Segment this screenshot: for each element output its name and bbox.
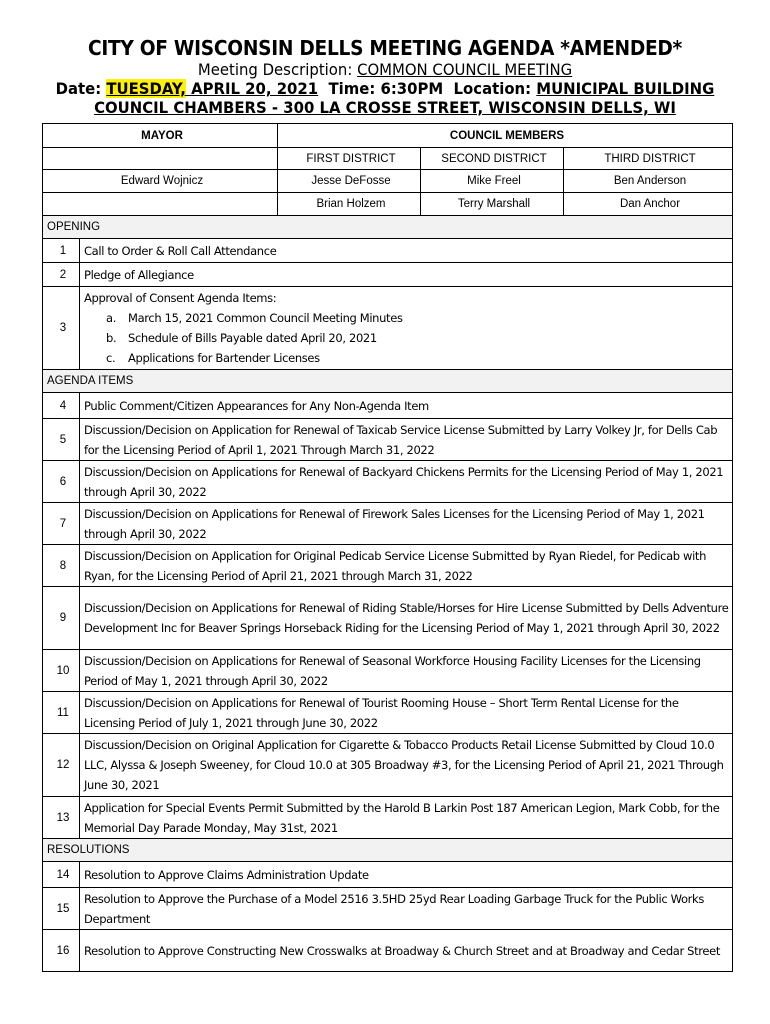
table-row <box>43 263 733 287</box>
council-member: Jesse DeFosse <box>278 170 421 193</box>
item-text: Public Comment/Citizen Appearances for Any Non-Agenda Item <box>80 393 733 419</box>
table-row <box>43 650 733 692</box>
item-text: Discussion/Decision on Applications for Renewal of Tourist Rooming House – Short Term Rental License for the Licensing Period of July 1, 2021 through June 30, 2022 <box>80 692 733 734</box>
date-day: TUESDAY, <box>106 79 186 98</box>
item-number: 8 <box>43 545 80 587</box>
item-text: Resolution to Approve the Purchase of a Model 2516 3.5HD 25yd Rear Loading Garbage Truck for the Public Works Department <box>80 888 733 930</box>
item-text: Discussion/Decision on Original Application for Cigarette & Tobacco Products Retail License Submitted by Cloud 10.0 LLC, Alyssa & Joseph Sweeney, for Cloud 10.0 at 305 Broadway #3, for the Licensing Period of April 21, 2021 Through June 30, 2021 <box>80 734 733 797</box>
section-title: AGENDA ITEMS <box>43 370 733 393</box>
item-text: Application for Special Events Permit Submitted by the Harold B Larkin Post 187 American Legion, Mark Cobb, for the Memorial Day Parade Monday, May 31st, 2021 <box>80 797 733 839</box>
council-member: Terry Marshall <box>421 193 564 216</box>
list-item-text: Applications for Bartender Licenses <box>128 351 320 365</box>
item-number: 6 <box>43 461 80 503</box>
meeting-description-value: COMMON COUNCIL MEETING <box>357 60 573 79</box>
table-row <box>43 587 733 650</box>
section-opening <box>43 216 733 239</box>
time-label: Time: 6:30PM <box>328 79 444 98</box>
item-text: Pledge of Allegiance <box>80 263 733 287</box>
meeting-description-label: Meeting Description: <box>197 60 358 79</box>
meeting-date-line <box>27 79 743 98</box>
list-marker: c. <box>106 351 116 365</box>
item-text: Resolution to Approve Claims Administration Update <box>80 862 733 888</box>
table-row <box>43 461 733 503</box>
item-text: Discussion/Decision on Application for Renewal of Taxicab Service License Submitted by Larry Volkey Jr, for Dells Cab for the Licensing Period of April 1, 2021 Through March 31, 2022 <box>80 419 733 461</box>
council-member: Dan Anchor <box>564 193 733 216</box>
item-number: 3 <box>43 287 80 370</box>
list-item <box>84 348 732 368</box>
section-title: RESOLUTIONS <box>43 839 733 862</box>
council-member: Brian Holzem <box>278 193 421 216</box>
section-resolutions <box>43 839 733 862</box>
section-title: OPENING <box>43 216 733 239</box>
table-row <box>43 393 733 419</box>
districts-row <box>43 148 733 170</box>
item-number: 5 <box>43 419 80 461</box>
item-text: Discussion/Decision on Applications for Renewal of Firework Sales Licenses for the Licensing Period of May 1, 2021 through April 30, 2022 <box>80 503 733 545</box>
date-value: APRIL 20, 2021 <box>185 79 319 98</box>
item-number: 16 <box>43 930 80 972</box>
date-label: Date: <box>55 79 107 98</box>
second-district-header: SECOND DISTRICT <box>421 148 564 170</box>
page-title: CITY OF WISCONSIN DELLS MEETING AGENDA *AMENDED* <box>87 36 683 60</box>
council-member: Mike Freel <box>421 170 564 193</box>
item-number: 7 <box>43 503 80 545</box>
table-row <box>43 239 733 263</box>
item-number: 15 <box>43 888 80 930</box>
table-row <box>43 545 733 587</box>
table-row <box>43 862 733 888</box>
agenda-header <box>0 36 770 117</box>
table-row <box>43 734 733 797</box>
table-row <box>43 930 733 972</box>
item-number: 10 <box>43 650 80 692</box>
mayor-header: MAYOR <box>43 124 278 148</box>
blank-cell <box>43 193 278 216</box>
item-text: Discussion/Decision on Applications for Renewal of Seasonal Workforce Housing Facility Licenses for the Licensing Period of May 1, 2021 through April 30, 2022 <box>80 650 733 692</box>
item-text: Resolution to Approve Constructing New Crosswalks at Broadway & Church Street and at Broadway and Cedar Street <box>80 930 733 972</box>
list-item-text: March 15, 2021 Common Council Meeting Minutes <box>128 311 403 325</box>
item-number: 1 <box>43 239 80 263</box>
item-number: 4 <box>43 393 80 419</box>
item-number: 11 <box>43 692 80 734</box>
meeting-description-line <box>27 60 743 79</box>
list-item <box>84 308 732 328</box>
item-number: 2 <box>43 263 80 287</box>
council-member: Ben Anderson <box>564 170 733 193</box>
consent-agenda-heading: Approval of Consent Agenda Items: <box>84 291 277 305</box>
list-marker: a. <box>106 311 117 325</box>
item-text: Discussion/Decision on Applications for Renewal of Riding Stable/Horses for Hire License Submitted by Dells Adventure Development Inc for Beaver Springs Horseback Riding for the Licensing Period of May 1, 2021 through April 30, 2022 <box>80 587 733 650</box>
list-item <box>84 328 732 348</box>
location-address: COUNCIL CHAMBERS - 300 LA CROSSE STREET, WISCONSIN DELLS, WI <box>94 98 676 117</box>
officials-row-2 <box>43 193 733 216</box>
location-value: MUNICIPAL BUILDING <box>536 79 715 98</box>
item-number: 13 <box>43 797 80 839</box>
item-text: Discussion/Decision on Applications for Renewal of Backyard Chickens Permits for the Licensing Period of May 1, 2021 through April 30, 2022 <box>80 461 733 503</box>
list-item-text: Schedule of Bills Payable dated April 20, 2021 <box>128 331 377 345</box>
item-number: 9 <box>43 587 80 650</box>
location-label: Location: <box>453 79 537 98</box>
officials-header-row <box>43 124 733 148</box>
item-text: Call to Order & Roll Call Attendance <box>80 239 733 263</box>
first-district-header: FIRST DISTRICT <box>278 148 421 170</box>
item-text <box>80 287 733 370</box>
council-members-header: COUNCIL MEMBERS <box>278 124 733 148</box>
table-row <box>43 797 733 839</box>
mayor-name: Edward Wojnicz <box>43 170 278 193</box>
officials-row-1 <box>43 170 733 193</box>
item-number: 14 <box>43 862 80 888</box>
table-row <box>43 692 733 734</box>
table-row <box>43 419 733 461</box>
list-marker: b. <box>106 331 117 345</box>
section-agenda-items <box>43 370 733 393</box>
table-row <box>43 888 733 930</box>
blank-cell <box>43 148 278 170</box>
third-district-header: THIRD DISTRICT <box>564 148 733 170</box>
agenda-table <box>42 123 733 972</box>
table-row <box>43 287 733 370</box>
item-text: Discussion/Decision on Application for Original Pedicab Service License Submitted by Ryan Riedel, for Pedicab with Ryan, for the Licensing Period of April 21, 2021 through March 31, 2022 <box>80 545 733 587</box>
table-row <box>43 503 733 545</box>
item-number: 12 <box>43 734 80 797</box>
